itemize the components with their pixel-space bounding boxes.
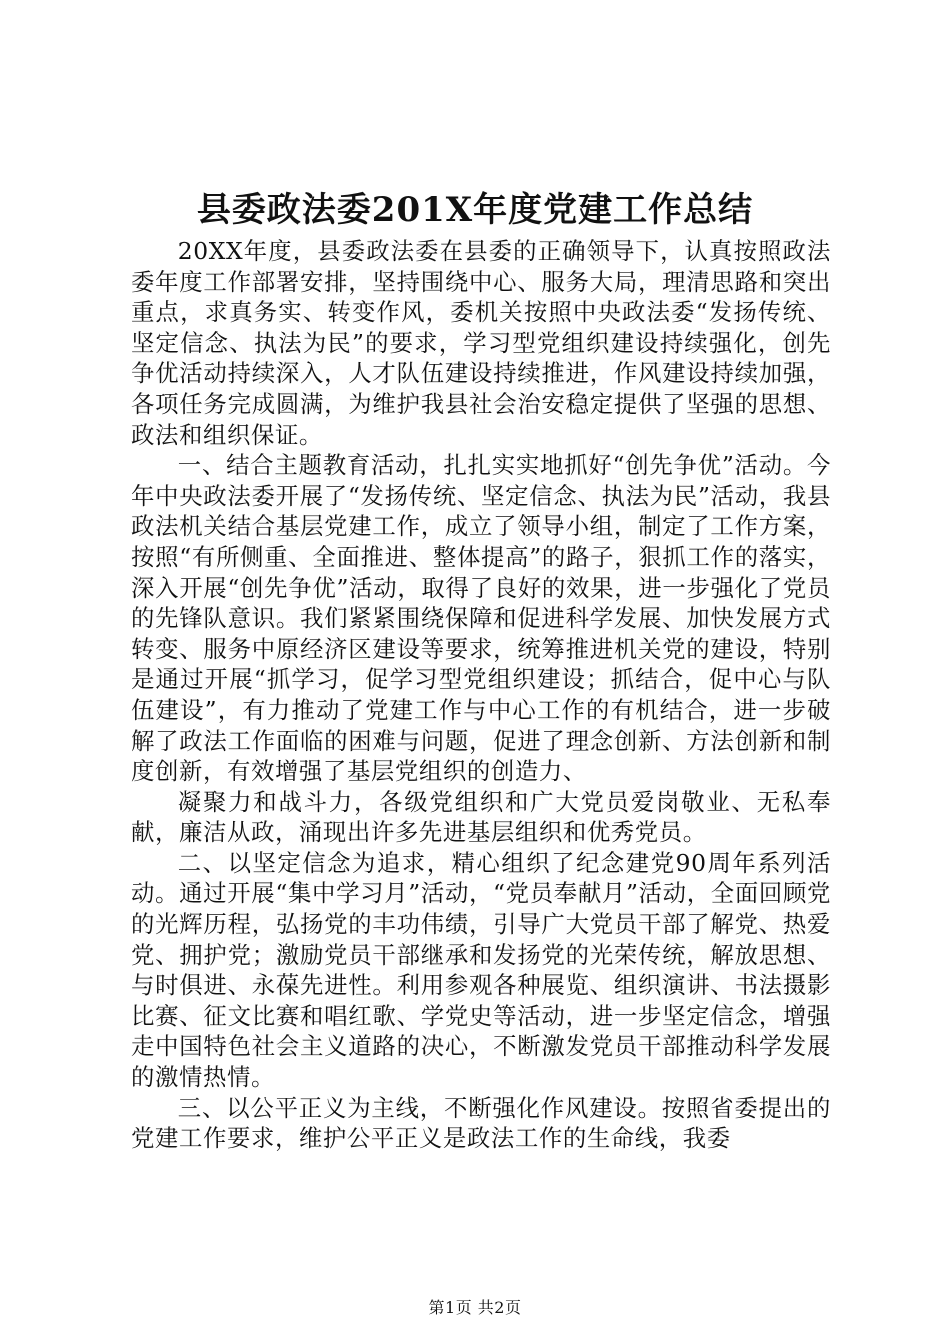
- paragraph-section-1-cont: 凝聚力和战斗力，各级党组织和广大党员爱岗敬业、无私奉献，廉洁从政，涌现出许多先进基层组织和优秀党员。: [131, 787, 831, 847]
- document-body: [131, 236, 831, 1154]
- paragraph-intro: 20XX年度，县委政法委在县委的正确领导下，认真按照政法委年度工作部署安排，坚持围绕中心、服务大局，理清思路和突出重点，求真务实、转变作风，委机关按照中央政法委“发扬传统、坚定信念、执法为民”的要求，学习型党组织建设持续强化，创先争优活动持续深入，人才队伍建设持续推进，作风建设持续加强，各项任务完成圆满，为维护我县社会治安稳定提供了坚强的思想、政法和组织保证。: [131, 237, 831, 449]
- paragraph-section-3: 三、以公平正义为主线，不断强化作风建设。按照省委提出的党建工作要求，维护公平正义是政法工作的生命线，我委: [131, 1093, 831, 1153]
- paragraph-section-2: 二、以坚定信念为追求，精心组织了纪念建党90周年系列活动。通过开展“集中学习月”活动，“党员奉献月”活动，全面回顾党的光辉历程，弘扬党的丰功伟绩，引导广大党员干部了解党、热爱党、拥护党；激励党员干部继承和发扬党的光荣传统，解放思想、与时俱进、永葆先进性。利用参观各种展览、组织演讲、书法摄影比赛、征文比赛和唱红歌、学党史等活动，进一步坚定信念，增强走中国特色社会主义道路的决心，不断激发党员干部推动科学发展的激情热情。: [131, 848, 831, 1092]
- page-number-footer: 第1页 共2页: [428, 1298, 522, 1317]
- document-title: 县委政法委201X年度党建工作总结: [196, 190, 754, 230]
- paragraph-section-1: 一、结合主题教育活动，扎扎实实地抓好“创先争优”活动。今年中央政法委开展了“发扬传统、坚定信念、执法为民”活动，我县政法机关结合基层党建工作，成立了领导小组，制定了工作方案，按照“有所侧重、全面推进、整体提高”的路子，狠抓工作的落实，深入开展“创先争优”活动，取得了良好的效果，进一步强化了党员的先锋队意识。我们紧紧围绕保障和促进科学发展、加快发展方式转变、服务中原经济区建设等要求，统筹推进机关党的建设，特别是通过开展“抓学习，促学习型党组织建设；抓结合，促中心与队伍建设”，有力推动了党建工作与中心工作的有机结合，进一步破解了政法工作面临的困难与问题，促进了理念创新、方法创新和制度创新，有效增强了基层党组织的创造力、: [131, 451, 831, 786]
